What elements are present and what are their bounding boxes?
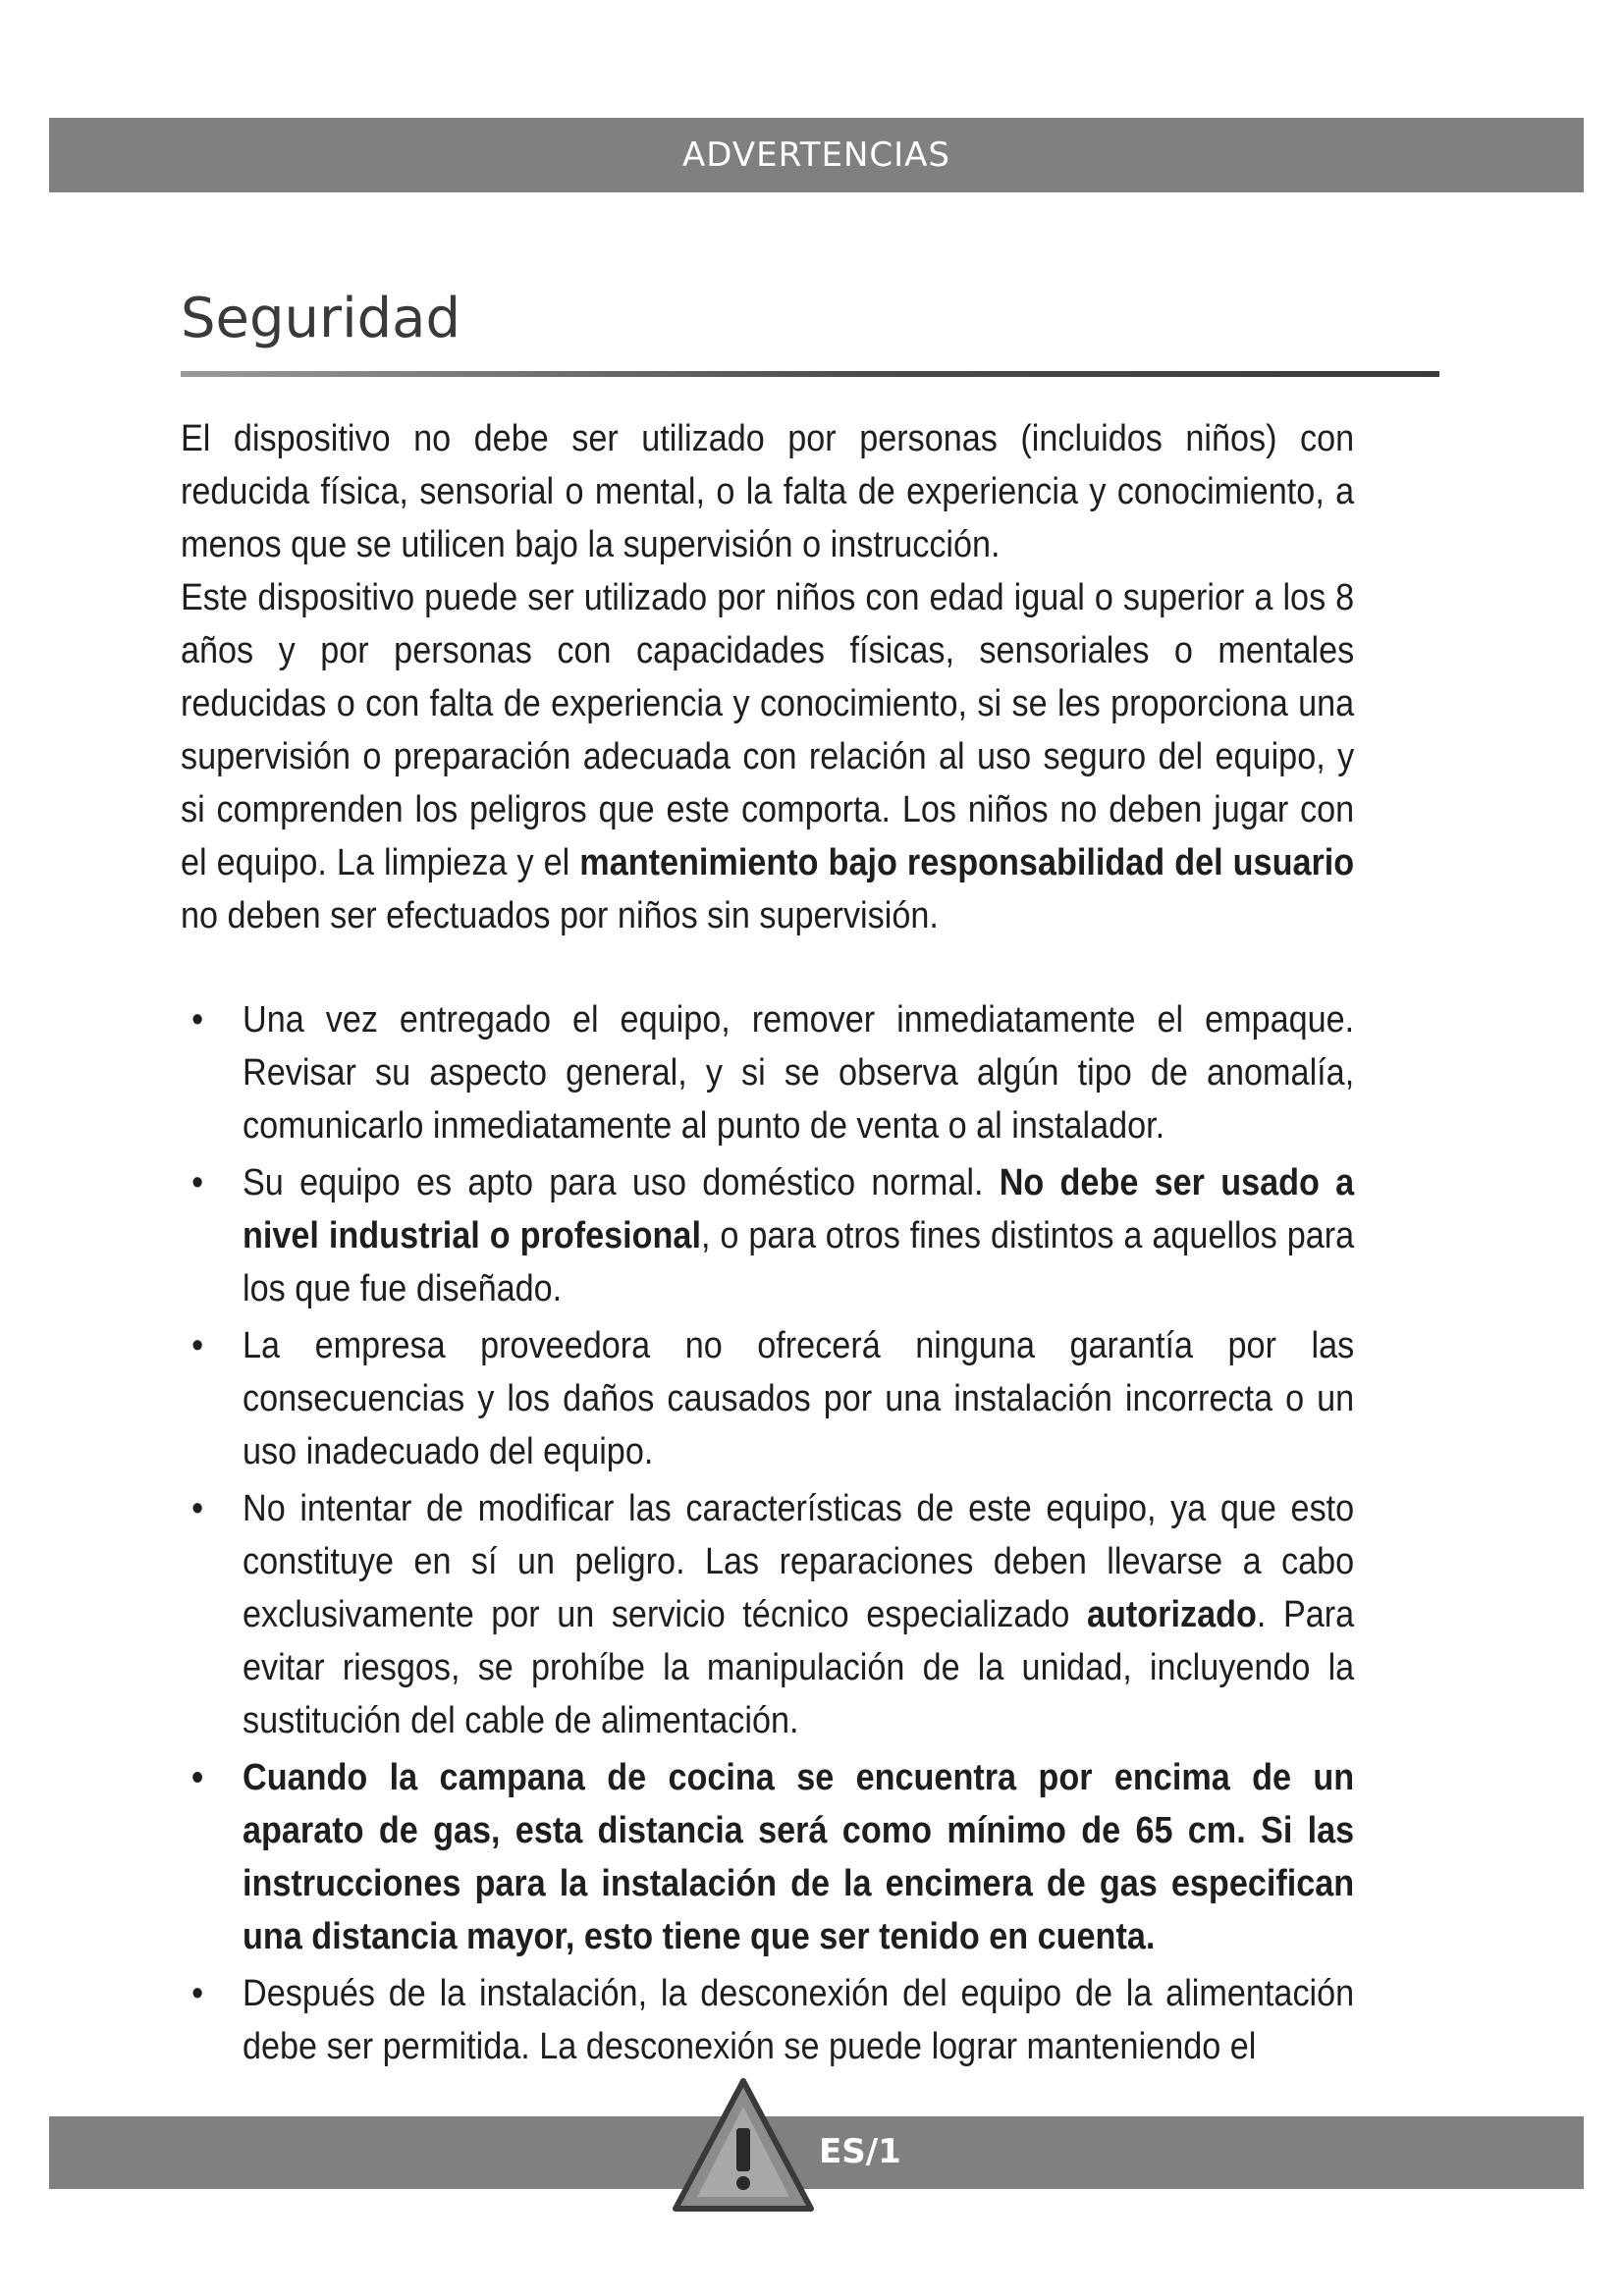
bullet-bold: autorizado: [1086, 1594, 1257, 1635]
list-item: [181, 993, 1354, 1152]
bullet-icon: •: [191, 1325, 204, 1366]
intro-p2-text: Este dispositivo puede ser utilizado por niños con edad igual o superior a los 8 años y por personas con capacidades físicas, sensoriales o mentales reducidas o con falta de experiencia y conocimiento, si se les proporciona una supervisión o preparación adecuada con relación al uso seguro del equipo, y si comprenden los peligros que este comporta. Los niños no deben jugar con el equipo. La limpieza y el: [181, 577, 1355, 883]
header-title: ADVERTENCIAS: [681, 135, 951, 175]
bullet-icon: •: [191, 1757, 204, 1798]
warning-icon: [672, 2077, 815, 2213]
bullet-text-end: . Para evitar riesgos, se prohíbe la manipulación de la unidad, incluyendo la sustitución del cable de alimentación.: [243, 1594, 1355, 1741]
bullet-icon: •: [191, 999, 204, 1041]
intro-paragraph-1: El dispositivo no debe ser utilizado por personas (incluidos niños) con reducida física, sensorial o mental, o la falta de experiencia y conocimiento, a menos que se utilicen bajo la supervisión o instrucción.: [181, 418, 1355, 565]
list-item: [181, 1967, 1354, 2073]
bullet-text-end: , o para otros fines distintos a aquellos para los que fue diseñado.: [243, 1215, 1355, 1309]
bullet-text: Cuando la campana de cocina se encuentra por encima de un aparato de gas, esta distancia será como mínimo de 65 cm. Si las instrucciones para la instalación de la encimera de gas especifican una distancia mayor, esto tiene que ser tenido en cuenta.: [243, 1757, 1355, 1957]
bullet-text: Una vez entregado el equipo, remover inmediatamente el empaque. Revisar su aspecto general, y si se observa algún tipo de anomalía, comunicarlo inmediatamente al punto de venta o al instalador.: [243, 999, 1355, 1147]
intro-p2-text-end: no deben ser efectuados por niños sin supervisión.: [181, 895, 939, 936]
footer-bar: [49, 2116, 1584, 2189]
page-number: ES/1: [819, 2132, 901, 2171]
bullet-text: Después de la instalación, la desconexión del equipo de la alimentación debe ser permitida. La desconexión se puede lograr manteniendo el: [243, 1973, 1355, 2067]
header-bar: [49, 118, 1584, 192]
bullet-text: Su equipo es apto para uso doméstico normal.: [243, 1162, 1000, 1203]
bullet-icon: •: [191, 1488, 204, 1529]
intro-text: [181, 412, 1354, 942]
bullet-text: La empresa proveedora no ofrecerá ninguna garantía por las consecuencias y los daños causados por una instalación incorrecta o un uso inadecuado del equipo.: [243, 1325, 1355, 1472]
title-underline: [181, 371, 1439, 377]
intro-p2-bold: mantenimiento bajo responsabilidad del usuario: [579, 842, 1355, 883]
section-title: Seguridad: [181, 287, 461, 350]
list-item: [181, 1319, 1354, 1478]
bullet-icon: •: [191, 1162, 204, 1203]
intro-paragraph-2: [181, 571, 1354, 942]
list-item: [181, 1751, 1354, 1963]
bullet-bold: No debe ser usado a nivel industrial o profesional: [243, 1162, 1355, 1256]
bullet-text: No intentar de modificar las características de este equipo, ya que esto constituye en sí un peligro. Las reparaciones deben llevarse a cabo exclusivamente por un servicio técnico especializado: [243, 1488, 1355, 1635]
warnings-list: [181, 993, 1354, 2077]
list-item: [181, 1482, 1354, 1747]
bullet-icon: •: [191, 1973, 204, 2014]
list-item: [181, 1156, 1354, 1315]
